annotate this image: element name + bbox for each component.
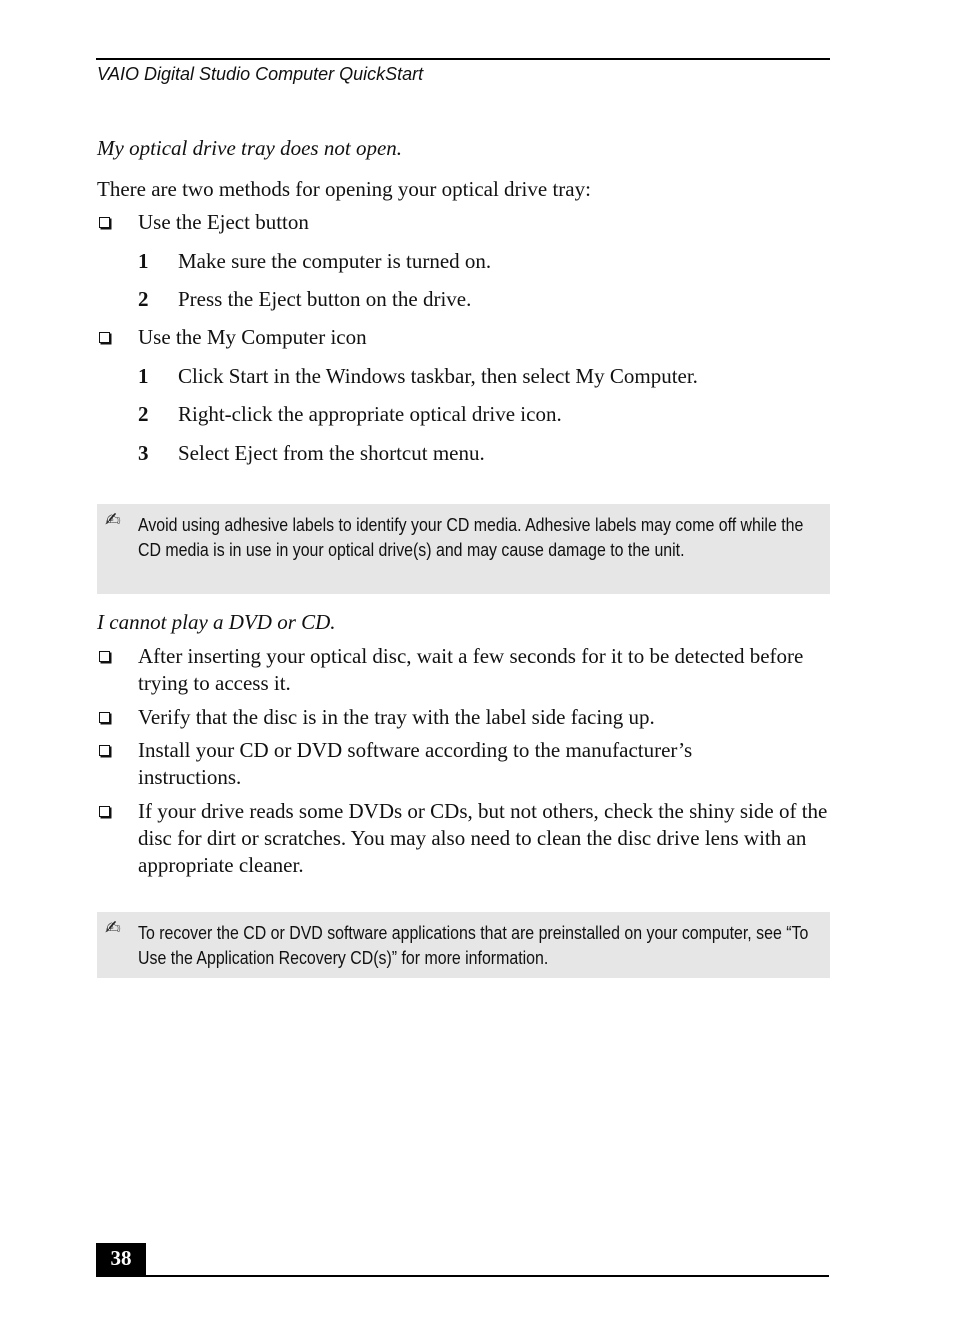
note-text: To recover the CD or DVD software applications that are preinstalled on your computer, see “To Use the Application Recovery CD(s)” for more information. xyxy=(138,922,809,968)
step-text: Select Eject from the shortcut menu. xyxy=(178,441,485,465)
running-header: VAIO Digital Studio Computer QuickStart xyxy=(97,64,424,84)
tip-bullet xyxy=(97,798,830,879)
method-label: Use the My Computer icon xyxy=(138,325,367,349)
checkbox-bullet-icon xyxy=(99,806,110,817)
checkbox-bullet-icon xyxy=(99,217,110,228)
step-number: 2 xyxy=(138,287,149,311)
note-text: Avoid using adhesive labels to identify your CD media. Adhesive labels may come off while the CD media is in use in your optical drive(s) and may cause damage to the unit. xyxy=(138,514,804,560)
step-number: 3 xyxy=(138,441,149,465)
checkbox-bullet-icon xyxy=(99,712,110,723)
section-heading-tray: My optical drive tray does not open. xyxy=(97,136,403,160)
step-text: Right-click the appropriate optical drive icon. xyxy=(178,402,562,426)
tip-text: After inserting your optical disc, wait a few seconds for it to be detected before trying to access it. xyxy=(138,644,804,695)
note-box-recovery xyxy=(97,912,830,978)
section-heading-dvd: I cannot play a DVD or CD. xyxy=(97,610,336,634)
tip-text: Install your CD or DVD software according to the manufacturer’s instructions. xyxy=(138,738,693,789)
note-box-adhesive xyxy=(97,504,830,594)
tip-text: Verify that the disc is in the tray with the label side facing up. xyxy=(138,705,655,729)
header-rule xyxy=(96,58,830,60)
page-number: 38 xyxy=(96,1243,146,1276)
footer-rule xyxy=(96,1275,829,1277)
writing-hand-icon: ✍ xyxy=(105,509,121,531)
tip-bullet xyxy=(97,643,830,697)
intro-paragraph: There are two methods for opening your optical drive tray: xyxy=(97,177,591,201)
step-number: 2 xyxy=(138,402,149,426)
step-text: Press the Eject button on the drive. xyxy=(178,287,472,311)
method-label: Use the Eject button xyxy=(138,210,309,234)
checkbox-bullet-icon xyxy=(99,332,110,343)
step-text: Click Start in the Windows taskbar, then select My Computer. xyxy=(178,364,698,388)
tip-bullet xyxy=(97,737,830,791)
writing-hand-icon: ✍ xyxy=(105,917,121,939)
tip-text: If your drive reads some DVDs or CDs, but not others, check the shiny side of the disc for dirt or scratches. You may also need to clean the disc drive lens with an appropriate cleaner. xyxy=(138,799,828,877)
checkbox-bullet-icon xyxy=(99,651,110,662)
step-number: 1 xyxy=(138,249,149,273)
step-number: 1 xyxy=(138,364,149,388)
step-text: Make sure the computer is turned on. xyxy=(178,249,492,273)
checkbox-bullet-icon xyxy=(99,745,110,756)
tip-bullet xyxy=(97,704,830,731)
